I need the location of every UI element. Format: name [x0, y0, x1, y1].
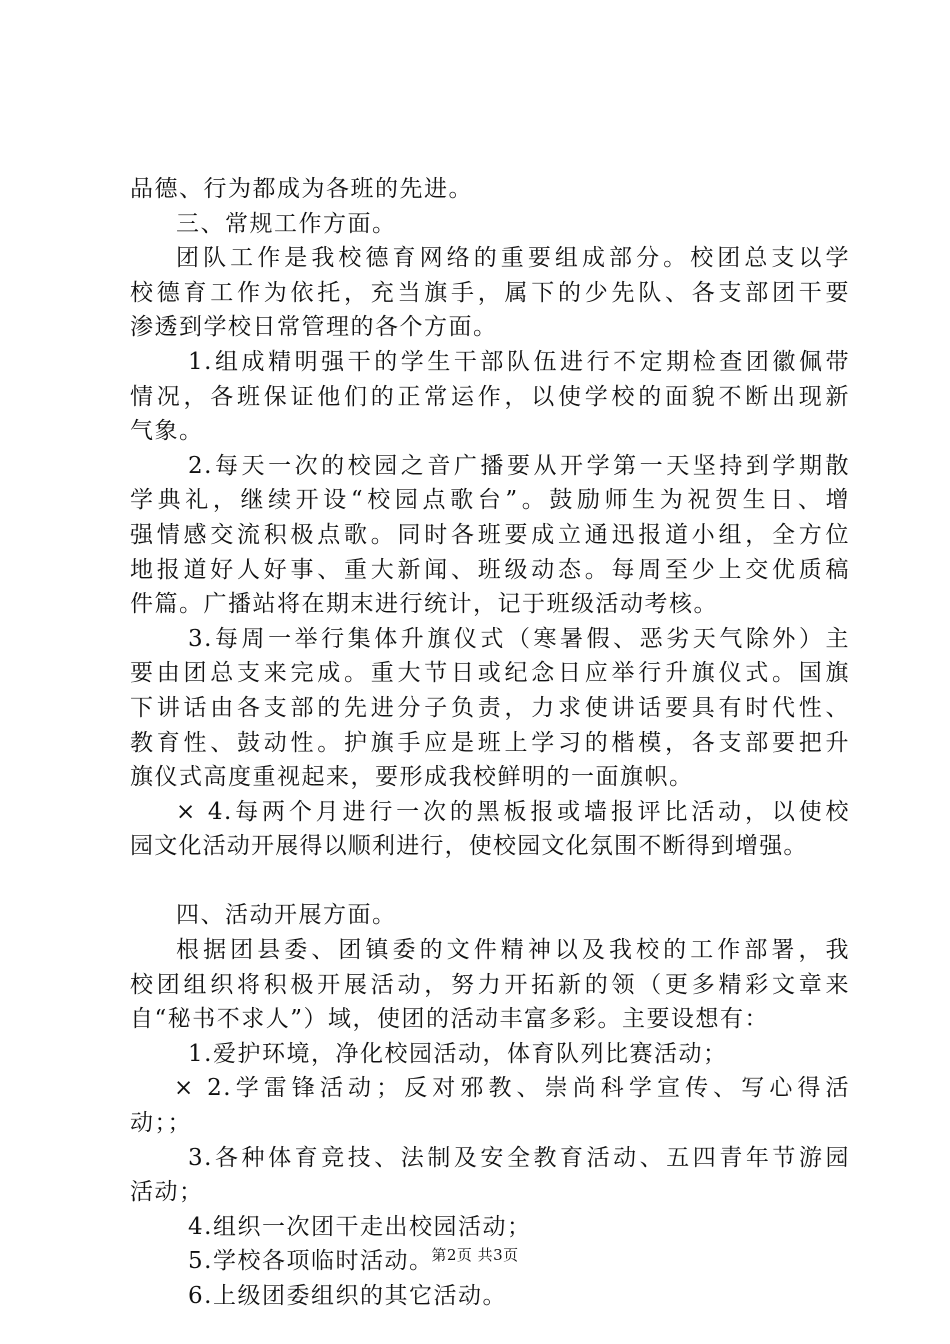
section-heading: 三、常规工作方面。 [176, 210, 397, 237]
paragraph-line: 校团组织将积极开展活动，努力开拓新的领（更多精彩文章来 [130, 971, 850, 998]
list-item-line: 6.上级团委组织的其它活动。 [188, 1283, 507, 1309]
paragraph-line: 件篇。广播站将在期末进行统计，记于班级活动考核。 [130, 591, 718, 618]
paragraph-line: 团队工作是我校德育网络的重要组成部分。校团总支以学 [176, 245, 850, 272]
paragraph-line: 园文化活动开展得以顺利进行，使校园文化氛围不断得到增强。 [130, 833, 808, 860]
paragraph-line: 根据团县委、团镇委的文件精神以及我校的工作部署，我 [176, 937, 850, 964]
paragraph-line: 气象。 [130, 418, 204, 445]
paragraph-line: 校德育工作为依托，充当旗手，属下的少先队、各支部团干要 [130, 279, 850, 306]
list-item-line: × 2.学雷锋活动；反对邪教、崇尚科学宣传、写心得活 [174, 1075, 850, 1102]
paragraph-line: 旗仪式高度重视起来，要形成我校鲜明的一面旗帜。 [130, 764, 694, 791]
list-item-line: 3.各种体育竞技、法制及安全教育活动、五四青年节游园 [188, 1144, 850, 1171]
list-item-line: 5.学校各项临时活动。 [188, 1248, 434, 1275]
paragraph-line: 强情感交流积极点歌。同时各班要成立通迅报道小组，全方位 [130, 521, 850, 548]
list-item-line: 2.每天一次的校园之音广播要从开学第一天坚持到学期散 [188, 452, 850, 479]
paragraph-spacer [130, 864, 850, 899]
list-item-line: × 4.每两个月进行一次的黑板报或墙报评比活动，以使校 [176, 798, 850, 825]
list-item-line: 4.组织一次团干走出校园活动； [188, 1213, 532, 1240]
paragraph-line: 下讲话由各支部的先进分子负责，力求使讲话要具有时代性、 [130, 694, 850, 721]
paragraph-line: 活动； [130, 1179, 204, 1206]
paragraph-line: 教育性、鼓动性。护旗手应是班上学习的楷模，各支部要把升 [130, 729, 850, 756]
document-body [130, 172, 850, 1314]
paragraph-line: 情况，各班保证他们的正常运作，以使学校的面貌不断出现新 [130, 383, 850, 410]
list-item-line: 1.爱护环境，净化校园活动，体育队列比赛活动； [188, 1040, 728, 1067]
paragraph-line: 自“秘书不求人”）域，使团的活动丰富多彩。主要设想有： [130, 1006, 770, 1033]
paragraph-line: 渗透到学校日常管理的各个方面。 [130, 314, 498, 341]
list-item-line: 3.每周一举行集体升旗仪式（寒暑假、恶劣天气除外）主 [188, 625, 850, 652]
paragraph-line: 要由团总支来完成。重大节日或纪念日应举行升旗仪式。国旗 [130, 660, 850, 687]
section-heading: 四、活动开展方面。 [176, 902, 397, 929]
list-item-line: 1.组成精明强干的学生干部队伍进行不定期检查团徽佩带 [188, 348, 850, 375]
page-number-footer: 第2页 共3页 [431, 1246, 519, 1264]
paragraph-line: 学典礼，继续开设“校园点歌台”。鼓励师生为祝贺生日、增 [130, 487, 850, 514]
paragraph-line: 品德、行为都成为各班的先进。 [130, 176, 473, 202]
paragraph-line: 动；； [130, 1110, 192, 1137]
paragraph-line: 地报道好人好事、重大新闻、班级动态。每周至少上交优质稿 [130, 556, 850, 583]
